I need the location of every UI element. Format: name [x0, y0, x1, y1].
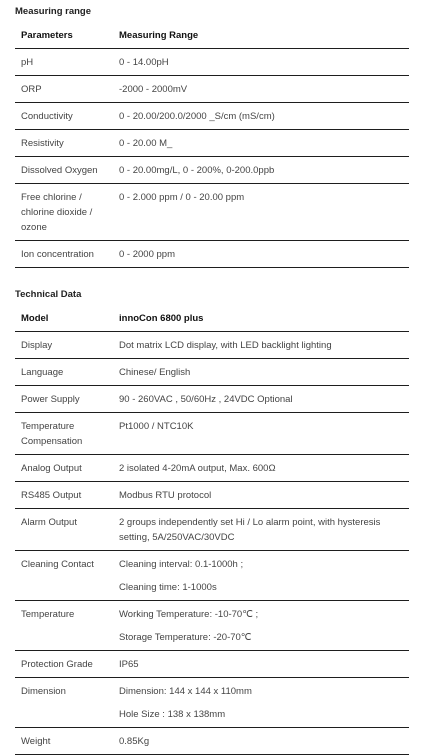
technical-value-cell [113, 455, 409, 482]
measuring-value-cell [113, 157, 409, 184]
cell-line: chlorine dioxide / [21, 207, 93, 218]
cell-line: Cleaning interval: 0.1-1000h ; [119, 559, 244, 570]
cell-line: 2 groups independently set Hi / Lo alarm point, with hysteresis [119, 517, 381, 528]
technical-data-table [15, 305, 409, 755]
table-row [15, 184, 409, 241]
table-row [15, 76, 409, 103]
technical-table-header [15, 305, 409, 332]
table-row [15, 551, 409, 601]
technical-param-cell [15, 455, 113, 482]
cell-line: pH [21, 57, 34, 68]
technical-value-cell [113, 651, 409, 678]
technical-value-cell [113, 678, 409, 728]
cell-line: Pt1000 / NTC10K [119, 421, 194, 432]
cell-line: Free chlorine / [21, 192, 82, 203]
table-row [15, 49, 409, 76]
table-row [15, 332, 409, 359]
table-row [15, 103, 409, 130]
measuring-value-cell [113, 103, 409, 130]
measuring-range-heading: Measuring range [15, 6, 92, 17]
cell-line: Analog Output [21, 463, 82, 474]
cell-line: 0 - 14.00pH [119, 57, 169, 68]
technical-param-cell [15, 413, 113, 455]
measuring-param-cell [15, 184, 113, 241]
table-row [15, 728, 409, 755]
technical-data-heading: Technical Data [15, 289, 82, 300]
table-row [15, 386, 409, 413]
measuring-param-cell [15, 76, 113, 103]
measuring-range-table [15, 22, 409, 268]
cell-line: IP65 [119, 659, 139, 670]
cell-line: ozone [21, 222, 47, 233]
measuring-param-cell [15, 130, 113, 157]
cell-line: Storage Temperature: -20-70℃ [119, 632, 252, 643]
technical-param-cell [15, 601, 113, 651]
cell-line: Hole Size : 138 x 138mm [119, 709, 226, 720]
cell-line: Compensation [21, 436, 83, 447]
cell-line [119, 572, 405, 580]
cell-line: Dimension: 144 x 144 x 110mm [119, 686, 252, 697]
table-row [15, 678, 409, 728]
technical-param-cell [15, 728, 113, 755]
header-model: Model [15, 305, 113, 332]
technical-param-cell [15, 509, 113, 551]
cell-line: Modbus RTU protocol [119, 490, 212, 501]
cell-line: Display [21, 340, 53, 351]
technical-value-cell [113, 509, 409, 551]
measuring-param-cell [15, 241, 113, 268]
cell-line: Power Supply [21, 394, 80, 405]
header-parameters: Parameters [15, 22, 113, 49]
cell-line: Dissolved Oxygen [21, 165, 98, 176]
cell-line: Chinese/ English [119, 367, 191, 378]
cell-line: Language [21, 367, 64, 378]
measuring-value-cell [113, 130, 409, 157]
technical-param-cell [15, 332, 113, 359]
cell-line: 0 - 2.000 ppm / 0 - 20.00 ppm [119, 192, 245, 203]
cell-line: 2 isolated 4-20mA output, Max. 600Ω [119, 463, 276, 474]
table-row [15, 482, 409, 509]
technical-param-cell [15, 386, 113, 413]
cell-line: 0 - 2000 ppm [119, 249, 175, 260]
cell-line: 0 - 20.00/200.0/2000 _S/cm (mS/cm) [119, 111, 275, 122]
cell-line: Cleaning time: 1-1000s [119, 582, 217, 593]
table-row [15, 651, 409, 678]
cell-line: -2000 - 2000mV [119, 84, 188, 95]
cell-line: setting, 5A/250VAC/30VDC [119, 532, 235, 543]
technical-value-cell [113, 601, 409, 651]
technical-value-cell [113, 482, 409, 509]
table-row [15, 157, 409, 184]
technical-value-cell [113, 551, 409, 601]
technical-param-cell [15, 482, 113, 509]
technical-param-cell [15, 551, 113, 601]
cell-line: Resistivity [21, 138, 64, 149]
cell-line: Alarm Output [21, 517, 77, 528]
cell-line [119, 699, 405, 707]
technical-value-cell [113, 332, 409, 359]
cell-line: ORP [21, 84, 42, 95]
header-model-name: innoCon 6800 plus [113, 305, 409, 332]
table-row [15, 455, 409, 482]
cell-line: 90 - 260VAC , 50/60Hz , 24VDC Optional [119, 394, 293, 405]
cell-line: Protection Grade [21, 659, 93, 670]
technical-param-cell [15, 678, 113, 728]
table-row [15, 509, 409, 551]
cell-line: RS485 Output [21, 490, 82, 501]
cell-line: 0 - 20.00 M_ [119, 138, 173, 149]
measuring-value-cell [113, 76, 409, 103]
cell-line: Ion concentration [21, 249, 94, 260]
table-row [15, 359, 409, 386]
measuring-table-header [15, 22, 409, 49]
cell-line: Temperature [21, 421, 75, 432]
cell-line: Dimension [21, 686, 66, 697]
table-row [15, 601, 409, 651]
measuring-param-cell [15, 157, 113, 184]
table-row [15, 241, 409, 268]
measuring-value-cell [113, 49, 409, 76]
table-row [15, 413, 409, 455]
technical-value-cell [113, 359, 409, 386]
measuring-value-cell [113, 184, 409, 241]
technical-value-cell [113, 413, 409, 455]
cell-line [119, 622, 405, 630]
header-measuring-range: Measuring Range [113, 22, 409, 49]
cell-line: Working Temperature: -10-70℃ ; [119, 609, 259, 620]
measuring-param-cell [15, 103, 113, 130]
cell-line: 0 - 20.00mg/L, 0 - 200%, 0-200.0ppb [119, 165, 275, 176]
cell-line: 0.85Kg [119, 736, 150, 747]
cell-line: Conductivity [21, 111, 73, 122]
technical-value-cell [113, 728, 409, 755]
measuring-value-cell [113, 241, 409, 268]
table-row [15, 130, 409, 157]
technical-param-cell [15, 651, 113, 678]
technical-value-cell [113, 386, 409, 413]
cell-line: Temperature [21, 609, 75, 620]
measuring-param-cell [15, 49, 113, 76]
cell-line: Weight [21, 736, 51, 747]
cell-line: Cleaning Contact [21, 559, 94, 570]
technical-param-cell [15, 359, 113, 386]
cell-line: Dot matrix LCD display, with LED backlight lighting [119, 340, 332, 351]
